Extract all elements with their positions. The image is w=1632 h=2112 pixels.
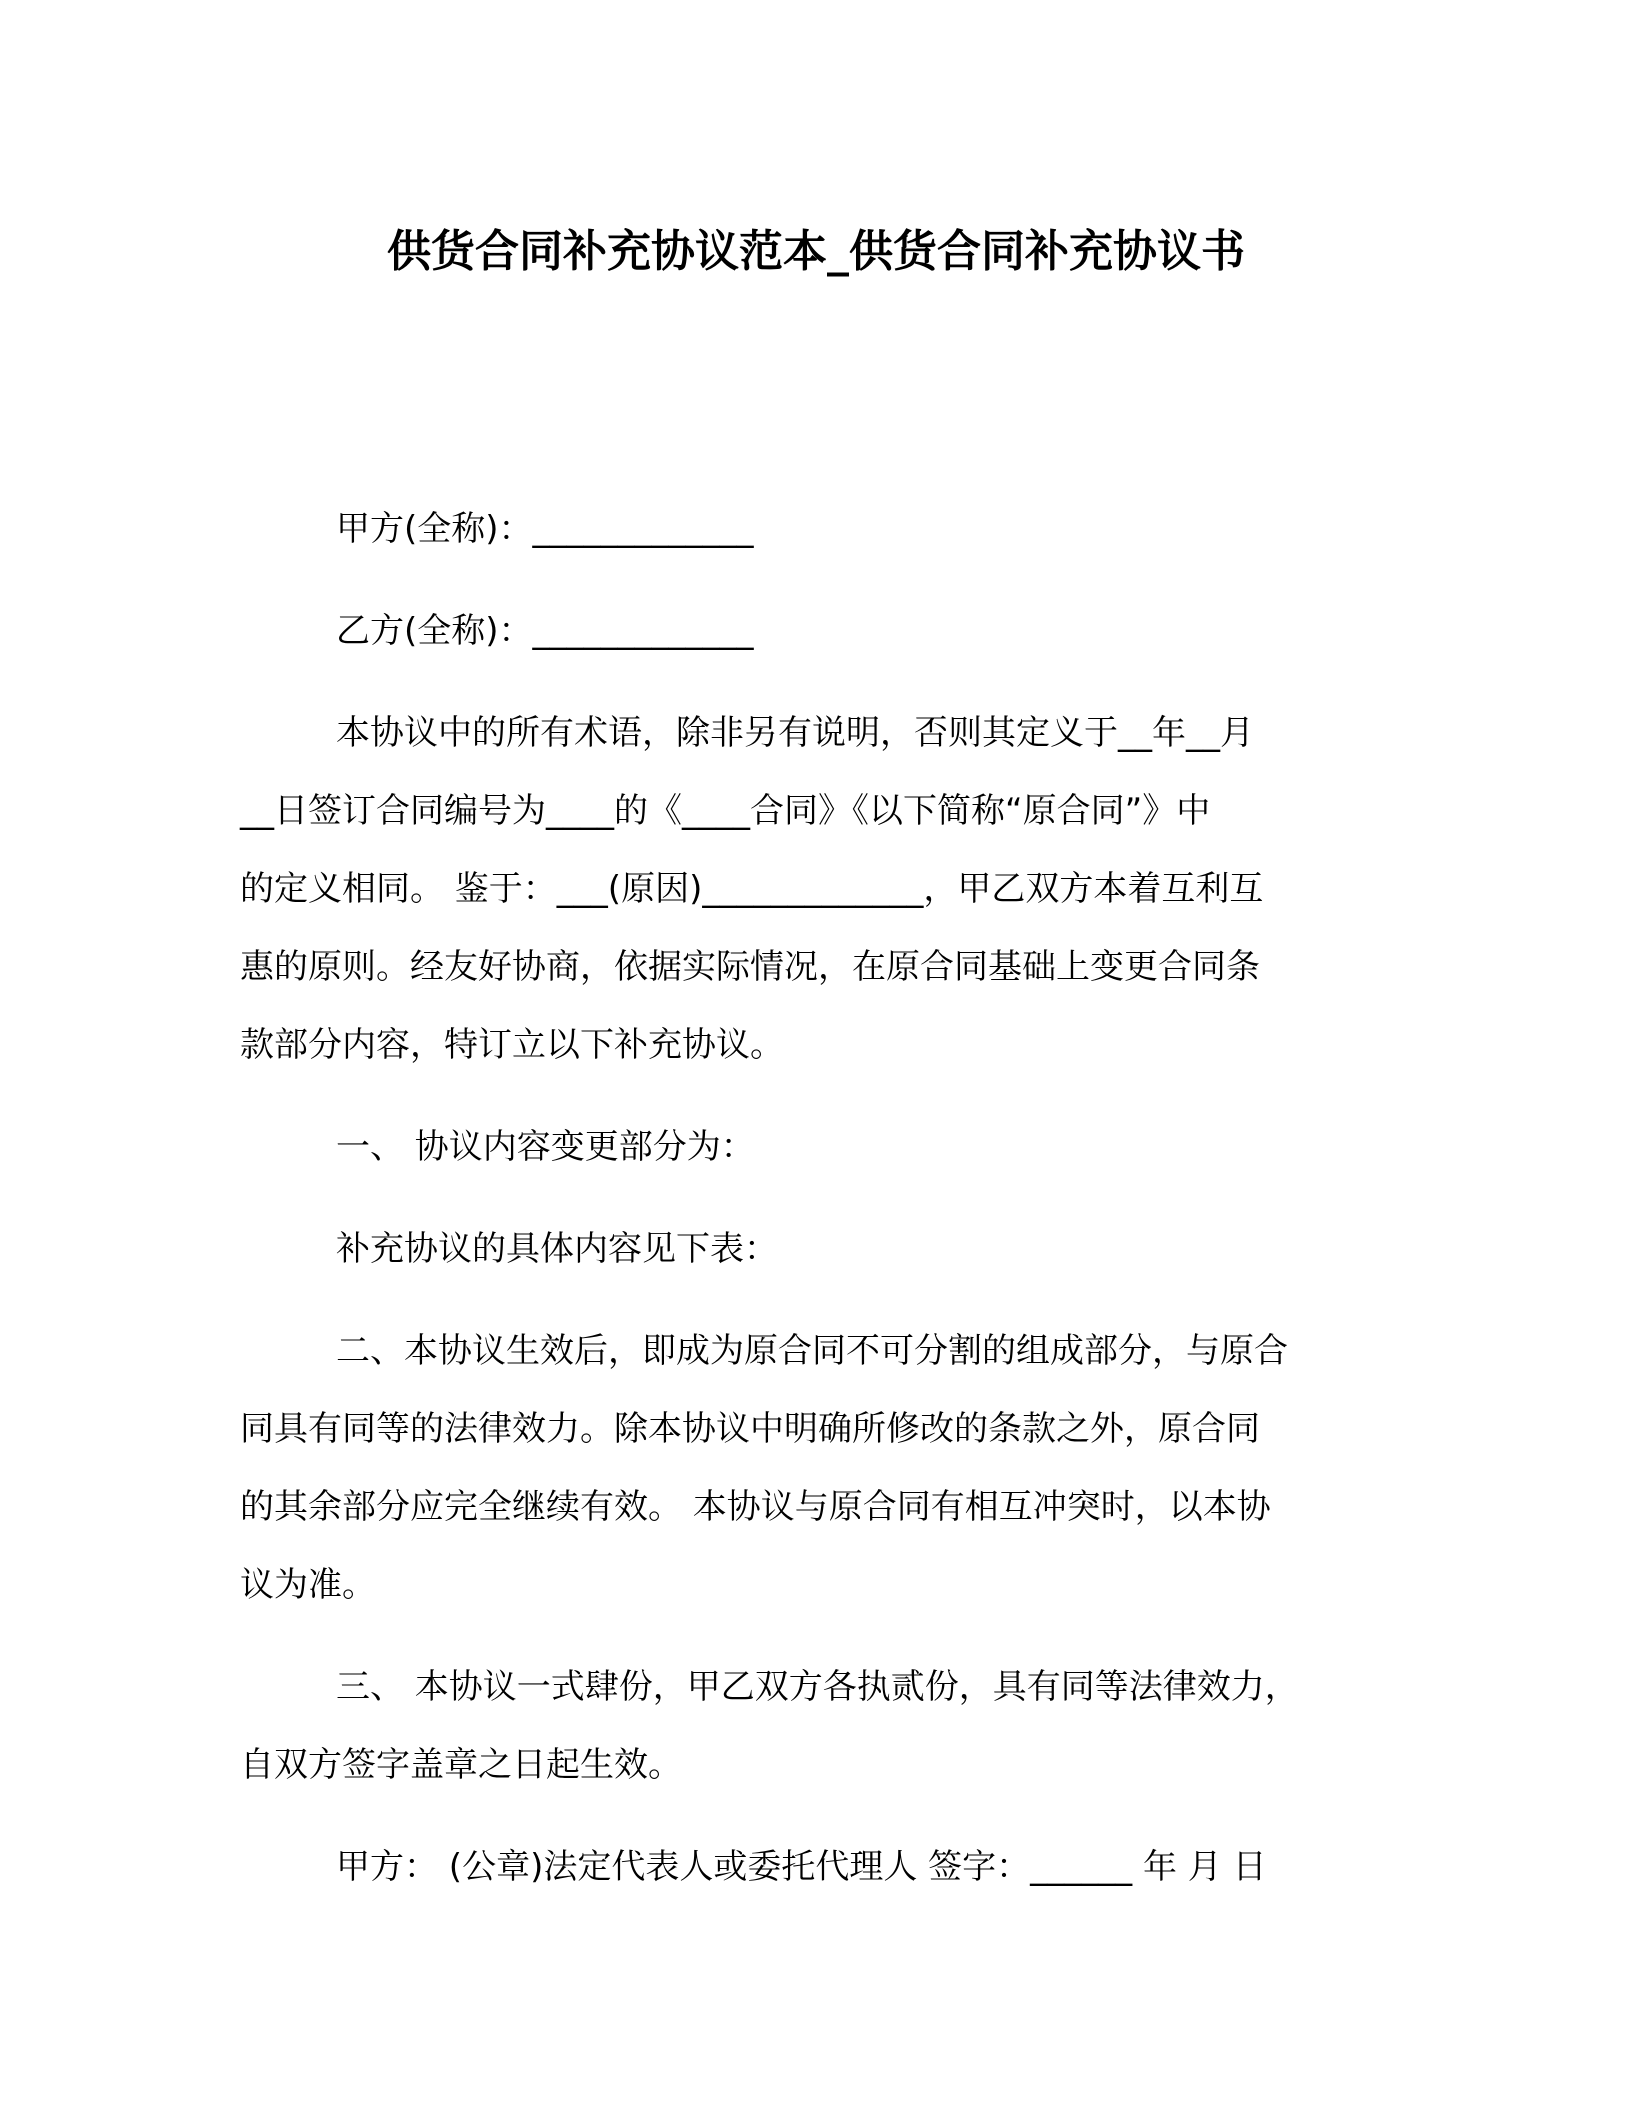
section-2-line-1: 二、本协议生效后，即成为原合同不可分割的组成部分，与原合 (336, 1331, 1288, 1371)
section-3-line-1: 三、 本协议一式肆份，甲乙双方各执贰份，具有同等法律效力， (336, 1667, 1299, 1707)
signature-line: 甲方： (公章)法定代表人或委托代理人 签字：______ 年 月 日 (336, 1847, 1267, 1887)
section-1-heading: 一、 协议内容变更部分为： (336, 1127, 755, 1167)
section-3-line-2: 自双方签字盖章之日起生效。 (240, 1745, 682, 1785)
preamble-line-5: 款部分内容，特订立以下补充协议。 (240, 1025, 784, 1065)
preamble-line-2: __日签订合同编号为____的《____合同》《以下简称“原合同”》中 (240, 791, 1211, 831)
party-b-line: 乙方(全称)：_____________ (336, 611, 754, 651)
document-title: 供货合同补充协议范本_供货合同补充协议书 (387, 226, 1245, 277)
section-2-line-4: 议为准。 (240, 1565, 376, 1605)
preamble-line-4: 惠的原则。经友好协商，依据实际情况，在原合同基础上变更合同条 (240, 947, 1260, 987)
party-a-line: 甲方(全称)：_____________ (336, 509, 754, 549)
preamble-line-3: 的定义相同。 鉴于：___(原因)_____________，甲乙双方本着互利互 (240, 869, 1264, 909)
section-2-line-2: 同具有同等的法律效力。除本协议中明确所修改的条款之外，原合同 (240, 1409, 1260, 1449)
section-2-line-3: 的其余部分应完全继续有效。 本协议与原合同有相互冲突时，以本协 (240, 1487, 1271, 1527)
section-1-note: 补充协议的具体内容见下表： (336, 1229, 778, 1269)
preamble-line-1: 本协议中的所有术语，除非另有说明，否则其定义于__年__月 (336, 713, 1254, 753)
